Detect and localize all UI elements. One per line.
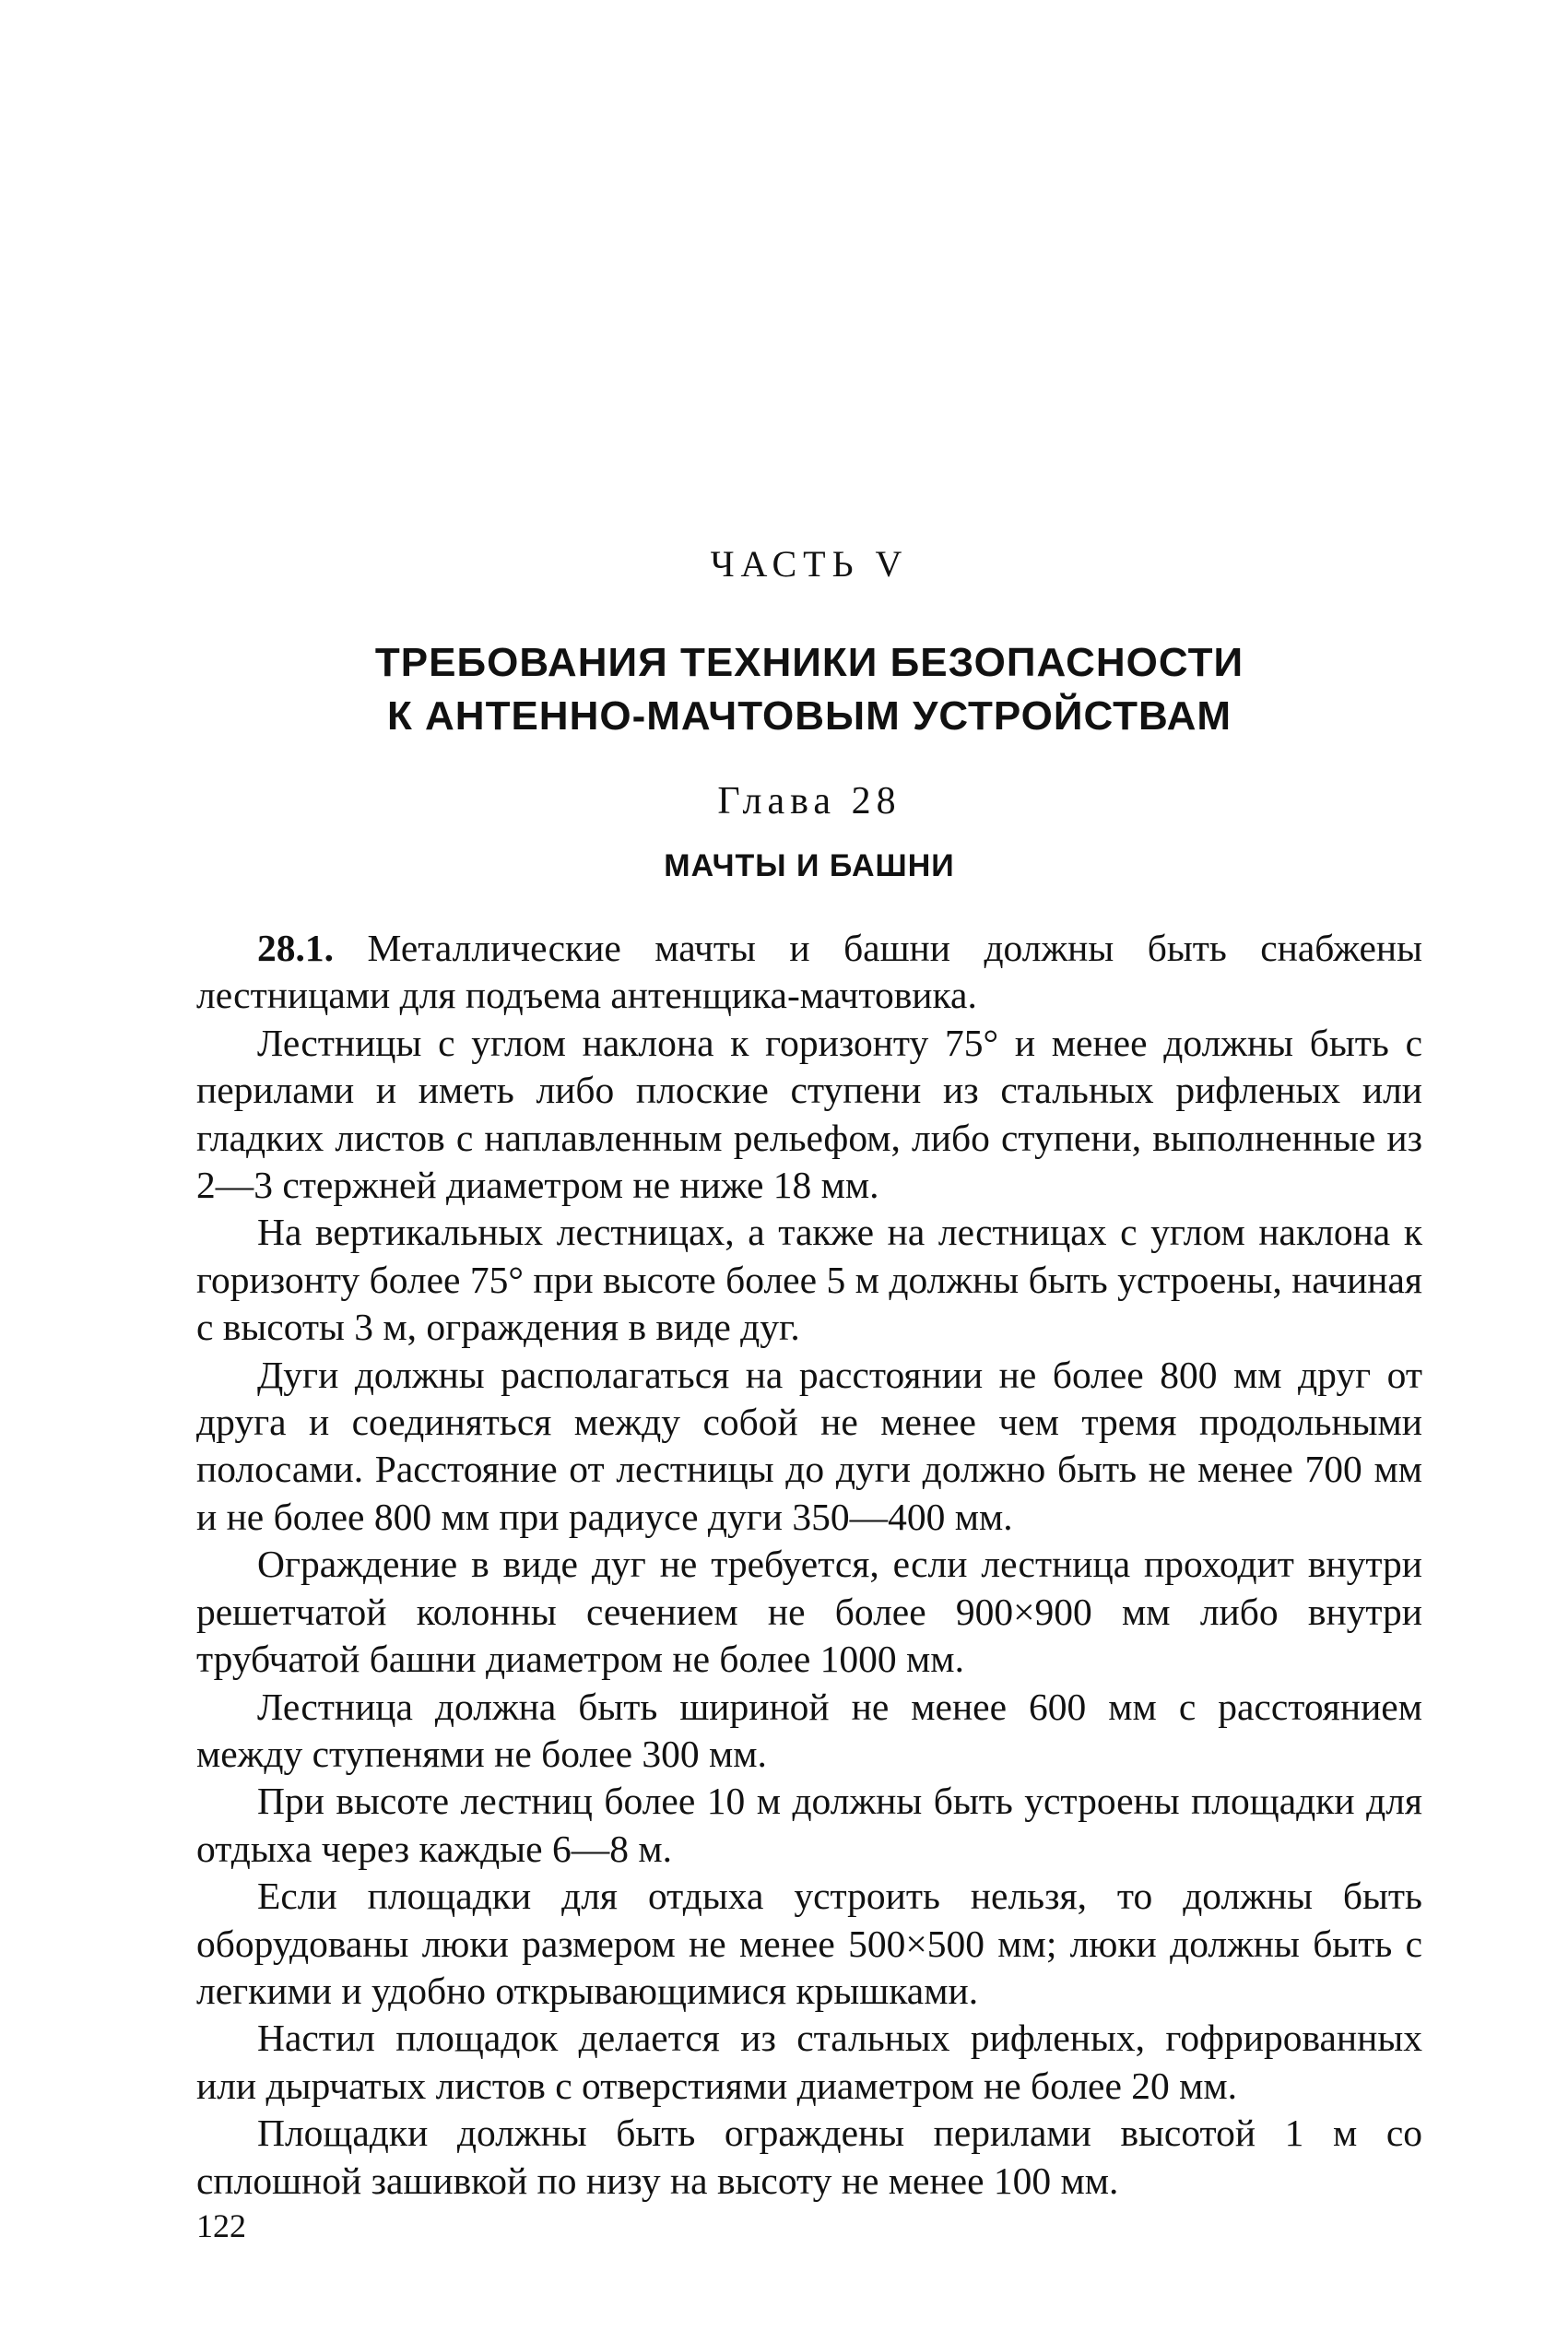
paragraph: Ограждение в виде дуг не требуется, если лестница проходит внутри решетчатой колонны сечением не более 900×900 мм либо внутри трубчатой башни диаметром не более 1000 мм. [196,1543,1422,1681]
page-number: 122 [196,2207,246,2244]
part-title-line-1: ТРЕБОВАНИЯ ТЕХНИКИ БЕЗОПАСНОСТИ [374,640,1244,685]
part-label: ЧАСТЬ V [710,543,909,585]
part-title-line-2: К АНТЕННО-МАЧТОВЫМ УСТРОЙСТВАМ [386,693,1232,739]
part-title [196,636,1422,743]
paragraph: Лестница должна быть шириной не менее 600 мм с расстоянием между ступенями не более 300 мм. [196,1685,1422,1775]
paragraph-number: 28.1. [257,927,334,969]
paragraph: Настил площадок делается из стальных рифленых, гофрированных или дырчатых листов с отверстиями диаметром не более 20 мм. [196,2017,1422,2107]
chapter-title: МАЧТЫ И БАШНИ [664,848,955,883]
paragraph-text: Металлические мачты и башни должны быть снабжены лестницами для подъема антенщика-мачтовика. [196,927,1422,1017]
paragraph: Дуги должны располагаться на расстоянии не более 800 мм друг от друга и соединяться между собой не менее чем тремя продольными полосами. Расстояние от лестницы до дуги должно быть не менее 700 мм и не более 800 мм при радиусе дуги 350—400 мм. [196,1353,1422,1538]
paragraph: Лестницы с углом наклона к горизонту 75° и менее должны быть с перилами и иметь либо плоские ступени из стальных рифленых или гладких листов с наплавленным рельефом, либо ступени, выполненные из 2—3 стержней диаметром не ниже 18 мм. [196,1021,1422,1207]
body-text [196,925,1422,2205]
paragraph: При высоте лестниц более 10 м должны быть устроены площадки для отдыха через каждые 6—8 м. [196,1780,1422,1870]
chapter-label: Глава 28 [717,780,902,822]
paragraph: Если площадки для отдыха устроить нельзя, то должны быть оборудованы люки размером не менее 500×500 мм; люки должны быть с легкими и удобно открывающимися крышками. [196,1875,1422,2012]
paragraph-28-1 [196,925,1422,1020]
paragraph: Площадки должны быть ограждены перилами высотой 1 м со сплошной зашивкой по низу на высоту не менее 100 мм. [196,2112,1422,2202]
document-page [196,0,1422,2331]
paragraph: На вертикальных лестницах, а также на лестницах с углом наклона к горизонту более 75° при высоте более 5 м должны быть устроены, начиная с высоты 3 м, ограждения в виде дуг. [196,1211,1422,1349]
